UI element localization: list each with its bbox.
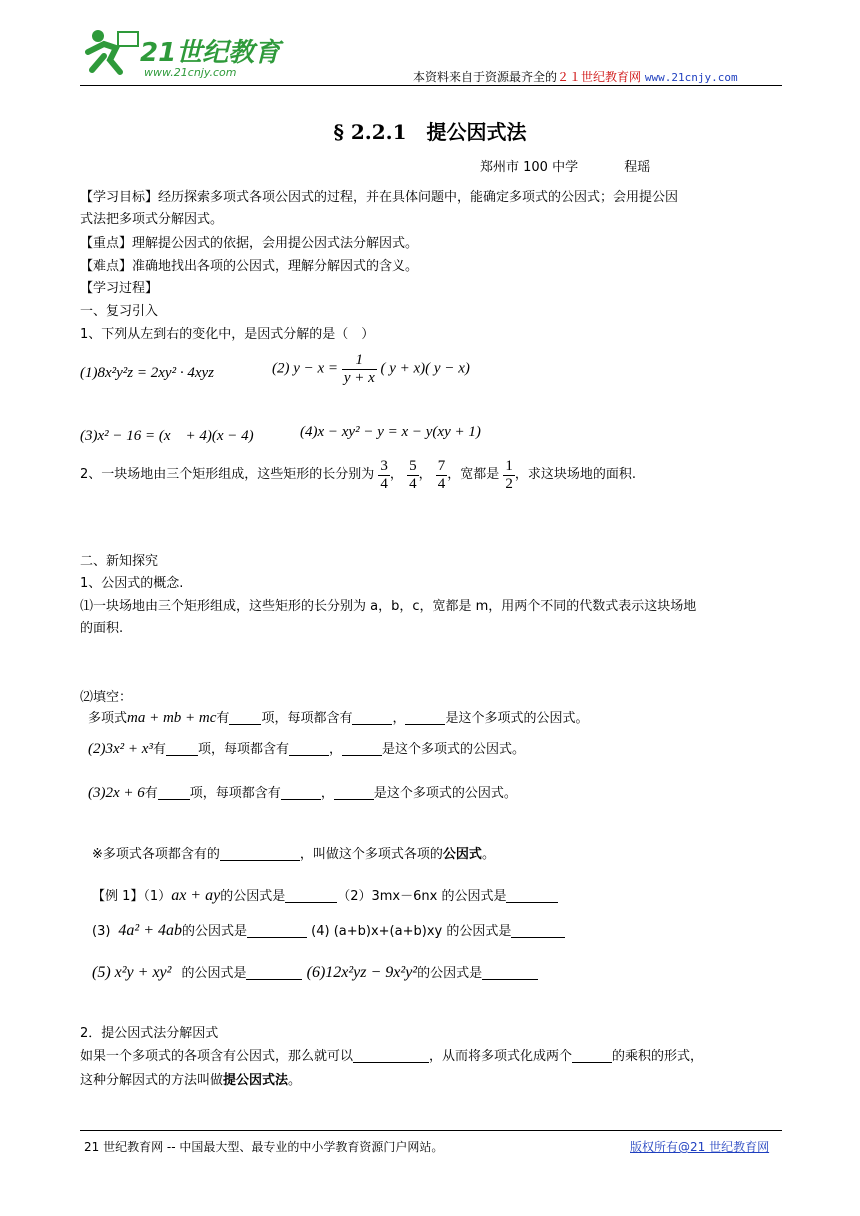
q1-option-3: (3)x² − 16 = (x + 4)(x − 4) — [80, 428, 254, 444]
answer-blank[interactable] — [289, 741, 329, 756]
answer-blank[interactable] — [281, 785, 321, 800]
explore-heading: 二、新知探究 — [80, 554, 159, 569]
answer-blank[interactable] — [246, 965, 302, 980]
answer-blank[interactable] — [342, 741, 382, 756]
example-4-text: (4) (a+b)x+(a+b)xy 的公因式是 — [311, 924, 512, 939]
fill-label-common: 是这个多项式的公因式。 — [445, 711, 589, 726]
fraction-denominator: 4 — [409, 475, 417, 492]
example-5-suffix: 的公因式是 — [181, 966, 247, 981]
example-2-text: （2）3mx－6nx 的公因式是 — [337, 889, 507, 904]
answer-blank[interactable] — [285, 888, 337, 903]
key-point: 【重点】理解提公因式的依据，会用提公因式法分解因式。 — [80, 236, 419, 251]
method-line-2-prefix: 这种分解因式的方法叫做 — [80, 1073, 224, 1088]
review-heading: 一、复习引入 — [80, 304, 159, 319]
header-tagline — [413, 68, 738, 85]
fill-label-count: 有 — [144, 786, 158, 801]
q1-option-2-fraction — [342, 352, 377, 386]
fill-label-common: 是这个多项式的公因式。 — [381, 742, 525, 757]
answer-blank[interactable] — [506, 888, 558, 903]
footer-rule — [80, 1130, 782, 1131]
header-site-name: ２１世纪教育网 — [557, 70, 642, 84]
method-line-2-end: 。 — [288, 1073, 302, 1088]
answer-blank[interactable] — [405, 710, 445, 725]
goal-line-2: 式法把多项式分解因式。 — [80, 212, 224, 227]
q1-option-2-rhs: ( y + x)( y − x) — [380, 360, 470, 377]
q2-fraction-2 — [407, 458, 419, 492]
problem-1-line-2: 的面积. — [80, 621, 124, 636]
fill-2-expression: (2)3x² + x³ — [88, 741, 153, 757]
q2-middle: ，宽都是 — [447, 467, 500, 482]
q1-option-2 — [272, 352, 470, 386]
method-line-2 — [80, 1069, 301, 1088]
method-prefix: 如果一个多项式的各项含有公因式，那么就可以 — [80, 1049, 354, 1064]
problem-1-line-1: ⑴一块场地由三个矩形组成，这些矩形的长分别为 a，b，c，宽都是 m，用两个不同的代数式表示这块场地 — [80, 599, 697, 614]
header-tagline-prefix: 本资料来自于资源最齐全的 — [413, 70, 558, 84]
fraction-numerator: 7 — [437, 458, 446, 474]
fill-3-expression: (3)2x + 6 — [88, 785, 145, 801]
fill-1-expression: ma + mb + mc — [127, 710, 217, 726]
page-title: § 2.2.1 提公因式法 — [333, 120, 527, 144]
answer-blank[interactable] — [352, 710, 392, 725]
example-line-1 — [92, 885, 558, 905]
method-line-1 — [80, 1045, 703, 1064]
fill-label-comma: ， — [328, 742, 342, 757]
fill-label-common: 是这个多项式的公因式。 — [373, 786, 517, 801]
footer-copyright-link[interactable]: 版权所有@21 世纪教育网 — [630, 1140, 770, 1154]
difficult-point: 【难点】准确地找出各项的公因式，理解分解因式的含义。 — [80, 259, 419, 274]
section-1-heading: 1、公因式的概念. — [80, 576, 184, 591]
fraction-numerator: 3 — [380, 458, 388, 474]
footer-left-text: 21 世纪教育网 -- 中国最大型、最专业的中小学教育资源门户网站。 — [84, 1140, 444, 1154]
example-3-suffix: 的公因式是 — [182, 924, 248, 939]
example-3-label: (3) — [92, 924, 111, 939]
q1-option-1: (1)8x²y²z = 2xy² · 4xyz — [80, 365, 214, 381]
fraction-numerator: 5 — [409, 458, 417, 474]
question-2 — [80, 458, 636, 492]
example-3-expression: 4a² + 4ab — [118, 922, 183, 939]
goal-line-1: 【学习目标】经历探索多项式各项公因式的过程，并在具体问题中，能确定多项式的公因式；会用提公因 — [80, 190, 679, 205]
fraction-denominator: 4 — [380, 475, 388, 492]
author-name: 程瑶 — [624, 160, 651, 175]
author-school: 郑州市 100 中学 — [480, 160, 579, 175]
problem-2-heading: ⑵填空： — [80, 690, 133, 705]
q2-fraction-1 — [378, 458, 390, 492]
answer-blank[interactable] — [511, 923, 565, 938]
fill-label-contains: 项，每项都含有 — [197, 742, 289, 757]
definition-middle: ，叫做这个多项式各项的 — [299, 847, 443, 862]
example-label: 【例 1】（1） — [92, 889, 172, 904]
answer-blank[interactable] — [229, 710, 261, 725]
fill-label-comma: ， — [392, 711, 406, 726]
q1-option-2-lhs: (2) y − x = — [272, 360, 339, 377]
method-term: 提公因式法 — [223, 1073, 289, 1088]
fraction-numerator: 1 — [505, 458, 513, 474]
q2-separator: ， — [418, 467, 432, 482]
logo-text: 21世纪教育 — [140, 38, 281, 68]
fraction-denominator: 4 — [437, 475, 446, 492]
answer-blank[interactable] — [158, 785, 190, 800]
section-2-heading: 2．提公因式法分解因式 — [80, 1026, 219, 1041]
q2-width-fraction — [503, 458, 515, 492]
definition-end: 。 — [481, 847, 495, 862]
q2-suffix: ，求这块场地的面积. — [514, 467, 637, 482]
example-1-expression: ax + ay — [171, 887, 221, 904]
method-middle: ，从而将多项式化成两个 — [429, 1049, 573, 1064]
fill-label-count: 有 — [216, 711, 230, 726]
answer-blank[interactable] — [482, 965, 538, 980]
method-suffix: 的乘积的形式， — [612, 1049, 704, 1064]
fraction-numerator: 1 — [342, 352, 377, 370]
q2-prefix: 2、一块场地由三个矩形组成，这些矩形的长分别为 — [80, 467, 375, 482]
answer-blank[interactable] — [166, 741, 198, 756]
fill-1-prefix: 多项式 — [88, 711, 128, 726]
q2-separator: ， — [389, 467, 403, 482]
answer-blank[interactable] — [220, 846, 300, 861]
definition-prefix: ※多项式各项都含有的 — [92, 847, 220, 862]
fill-line-2 — [88, 738, 525, 758]
example-5-expression: (5) x²y + xy² — [92, 964, 172, 981]
fill-label-contains: 项，每项都含有 — [189, 786, 281, 801]
q1-option-4: (4)x − xy² − y = x − y(xy + 1) — [300, 424, 481, 440]
definition-term: 公因式 — [442, 847, 482, 862]
example-line-2 — [92, 920, 565, 940]
fill-label-count: 有 — [152, 742, 166, 757]
example-1-suffix: 的公因式是 — [220, 889, 286, 904]
fraction-denominator: y + x — [343, 369, 375, 386]
logo-url: www.21cnjy.com — [144, 66, 237, 79]
header-site-link[interactable]: www.21cnjy.com — [644, 71, 738, 84]
header-rule — [80, 85, 782, 86]
answer-blank[interactable] — [353, 1048, 429, 1063]
q2-fraction-3 — [436, 458, 448, 492]
question-1: 1、下列从左到右的变化中，是因式分解的是（ ） — [80, 327, 375, 342]
header-logo — [84, 26, 284, 82]
answer-blank[interactable] — [334, 785, 374, 800]
runner-logo-icon — [84, 26, 144, 82]
fill-line-3 — [88, 782, 517, 802]
process-heading: 【学习过程】 — [80, 281, 159, 296]
fill-label-comma: ， — [320, 786, 334, 801]
example-6-expression: (6)12x²yz − 9x²y² — [306, 964, 418, 981]
fraction-denominator: 2 — [505, 475, 513, 492]
example-6-suffix: 的公因式是 — [417, 966, 483, 981]
example-line-3 — [92, 962, 538, 982]
fill-line-1 — [88, 707, 588, 727]
author-line — [480, 156, 650, 175]
answer-blank[interactable] — [572, 1048, 612, 1063]
fill-label-contains: 项，每项都含有 — [261, 711, 353, 726]
answer-blank[interactable] — [247, 923, 307, 938]
definition-line — [92, 843, 495, 862]
